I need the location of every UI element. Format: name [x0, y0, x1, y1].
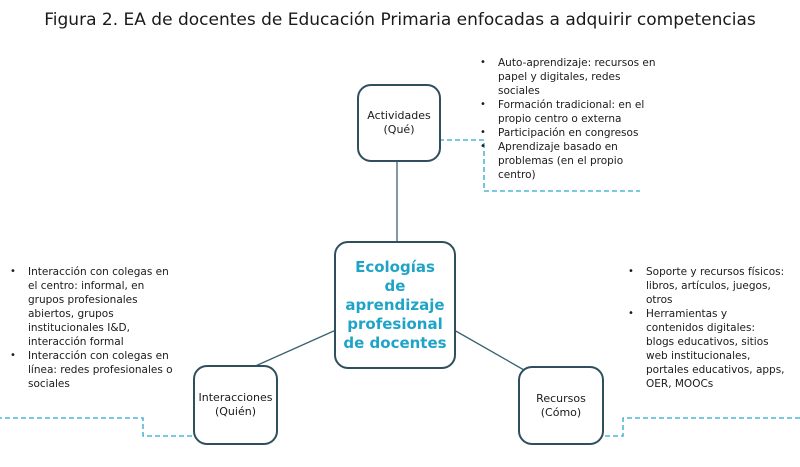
node-interacciones-label: Interacciones [198, 391, 273, 404]
center-line-3: aprendizaje [345, 295, 445, 314]
node-actividades-sub: (Qué) [383, 123, 415, 136]
node-center [334, 241, 456, 369]
node-actividades [357, 84, 441, 162]
list-item: • Interacción con colegas en el centro: informal, en grupos profesionales abiertos, grupos institucionales I&D, interacción formal [8, 265, 180, 349]
node-interacciones [193, 365, 278, 445]
center-line-2: de [384, 276, 406, 295]
list-actividades [478, 56, 658, 182]
center-line-5: de docentes [343, 333, 447, 352]
node-recursos [518, 366, 604, 445]
list-item: • Participación en congresos [478, 126, 658, 140]
center-line-1: Ecologías [355, 257, 435, 276]
list-item: • Formación tradicional: en el propio centro o externa [478, 98, 658, 126]
callout-interacciones [0, 418, 192, 436]
center-line-4: profesional [347, 314, 443, 333]
list-item: • Auto-aprendizaje: recursos en papel y digitales, redes sociales [478, 56, 658, 98]
figure-title: Figura 2. EA de docentes de Educación Primaria enfocadas a adquirir competencias [44, 10, 756, 30]
list-item: • Soporte y recursos físicos: libros, artículos, juegos, otros [626, 265, 786, 307]
node-recursos-sub: (Cómo) [540, 405, 582, 419]
list-interacciones [8, 265, 180, 391]
callout-recursos [605, 418, 800, 436]
list-item: • Herramientas y contenidos digitales: blogs educativos, sitios web institucionales, portales educativos, apps, OER, MOOCs [626, 307, 786, 391]
node-actividades-label: Actividades [367, 109, 431, 122]
node-interacciones-sub: (Quién) [214, 405, 256, 418]
node-recursos-label: Recursos [536, 391, 586, 405]
list-item: • Aprendizaje basado en problemas (en el propio centro) [478, 140, 658, 182]
list-recursos [626, 265, 786, 391]
connector-recursos [454, 330, 531, 374]
list-item: • Interacción con colegas en línea: redes profesionales o sociales [8, 349, 180, 391]
